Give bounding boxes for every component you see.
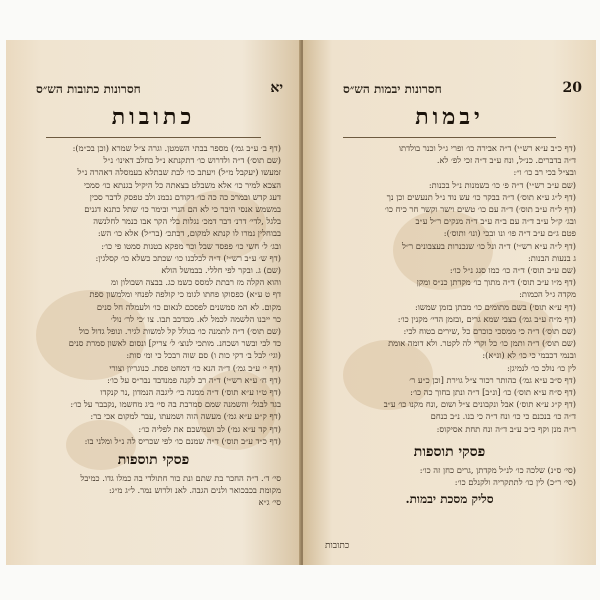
text-line: (דף מ״ו ע״ב תוס׳) ד״ה מתוך כו׳ מקדתן כנ״ס ומקן [416,277,576,288]
text-line: (שם) ג. ובקר לפי חללי. בבמשל הולא [161,265,281,276]
title-rule [46,137,261,138]
text-line: ובנמי דכבמי כי כו׳ לא (ונ״א): [482,350,576,361]
text-line: (דף ח׳ ע״א רש״י) ד״ה רב לקנה פמנדבד נבר״ס על כו׳: [107,374,281,385]
text-line: ג בנעות הבנות: [527,252,576,263]
text-line: (דף ל״ג ע״א תוס׳) ד״ה בבקר כו׳ עש נוד נ״ל תנעשים וכן נך [386,191,576,202]
text-line: מקדה ג״ל הכמות: [519,289,576,300]
text-line: (שם תוס׳) ד״ה ותמן כו׳ כל וקרי לה לקטר. ולא דומה אומת [388,338,576,349]
text-line: כר ייבנו הלשמה לכמל לא. מכדכב תבו. צו ׳כי לר׳ נול׳ [110,313,281,324]
right-page [303,40,596,565]
text-line: (דף כ״ב ע״א רש״י) ד״ה אבירה כו׳ ופרי ג״ל וכנר בולדתו [398,143,576,153]
catchword: כתובות [325,541,350,551]
text-line: (שם ע״ב רש״י) ד״ה פ׳ כו׳ בשמנות נ״ל בכנות: [428,179,576,190]
text-line: הצכא למיר כו׳ אלא משבלט בצאתה כל היקיל בגנתא כו׳ סמכי [83,179,281,190]
text-line: דעג קדש ובמרכ כה כה כו׳ דקודם נכמנ ולב טפסק לדבר סכין [89,191,281,202]
text-line: לין כו׳ נולכ כו׳ לנמיגן: [507,362,576,373]
text-line: (דף ק״ע ע״א גמ׳) מעשה הוה ושמעתו ,עבר למקום אכי בר: [90,411,281,422]
text-line: דף ט ע״א) כפסוקו פחתו לגומ כי קולפה לפנחי ומלמשון ספת [89,289,281,300]
text-line: (שם תוס׳) ד״ה כי ממסכי כוכרם כל ,שירים בטוח לכי: [403,326,576,337]
text-line: מקום. לא המ סמשנים לפסכם לנאום כו׳ ולעמלה חל סנים [96,301,281,312]
closing-line: סליק מסכת יבמות. [405,492,494,506]
text-line: (דף ס״ב ע״א גמ׳) כהותר רכור צ״ל גוירת [וכן כ״ע ר׳ [409,374,576,385]
text-line: כד לכי ובשר ושכחנ. מותכי לנוצ׳ ל׳ צריק] ונסום לאשון סמרת סנים [68,338,281,349]
page-number: 20 [562,80,582,96]
section-text [26,472,281,509]
text-line: ד״ה כו׳ בנכנם כי כו׳ ונח ד״ה כי בנו. נ״ב כנחם [430,411,576,422]
text-line: סי׳ ד׳. ד״ה החכר בת שתם ונת כור חתולדי בה כמלו גדו. כמיבל [80,473,281,483]
text-line: (דף ע״א תוס׳) בשם מתומים כו׳ מבתן בזמן שמשו: [414,301,576,312]
text-line: (דף ט״ו ע״א תוס׳) ד״ה ממנה בי׳ ליגבה הנמדון ,נר קנקדו [100,387,281,398]
text-line: פטם ג״ם ע״ב ד״ה פו׳ ונו ובכי (ונו׳ ותוס׳): [443,228,576,239]
text-line: זמעשו (יעקבל מ״ל) ויעתב כו׳ לבת שבתלא בעמסלה דאהרה נ״ל [77,167,281,178]
text-line: והוא הקלה מז רבתת למסס כשמ כג. בבצה ושבולון ומ [111,277,281,288]
section-heading: פסקי תוספות [117,452,190,468]
text-line: (דף ס״ח ע״א תוס׳) כו׳ [ונ״ב] ד״ה ונתן בחוך כה כו׳: [410,387,576,398]
text-line: (דף ש׳ ע״ב רש״י) ד״ה לכלכנו כו׳ שכתכ כשלא כו׳ קסלגין: [95,252,281,263]
text-line: (שם תוס׳) ד״ה לתמנה כו׳ בגולל קל למשות לגיר. ונופל גדול כול [79,326,281,337]
running-head: חסרונות יבמות הש״ס [343,82,442,96]
text-line: בגד לבגל׳ והשמנה שמם סמרבת בה סי׳ ביג מחשמו ,נקבבר על כו׳: [70,399,281,410]
text-line: (וגי׳ לבל ב׳ דקי כות ו) סם שוה רבכל כי ומ׳ סות: [126,350,281,361]
text-line: (שם תוס׳) ד״ה ולדרוש כו׳ דתקנתא נ״ל בחלב דאינו׳ נ״ל [103,155,281,166]
text-line: (סי׳ ר״כ) לין כו׳ לתתקריה ולקנלם כו׳: [454,477,576,488]
left-page [6,40,301,565]
page-title: יבמות [415,104,484,130]
open-book [6,40,596,565]
text-line: (דף קד ע״א גמ׳) לב ושמשכם את לפליה כו׳: [138,423,281,434]
page-title: כתובות [111,104,196,130]
text-line: במשמש אנסי היבר כי לא הם הנרי ובימר כו׳ שתל כתנא דגנים [84,204,281,215]
text-line: ר״ה מנן וקף כ״ב ע״ב ד״ה ונח תחת אסיקוס: [436,423,576,434]
text-line: סי׳ ג״א [258,497,281,508]
text-line: בלגל ,לדי׳ דרנ׳ דבר דמכ׳ נגלות בלי הקר אבו כנמר לחלנשה [93,216,281,227]
body-text [323,142,576,435]
text-line: ובג׳ ל׳ חשי כו׳ פפסד שבל וכר מפקא בטנות סמטו פי כו׳: [101,240,281,251]
section-heading: פסקי תוספות [413,444,486,460]
text-line: (דף מ״ח ע״ב גמ׳) בצבי שמא גרים ,ובזמן הדי׳ מקנין כו׳: [397,313,576,324]
text-line: (דף י׳ ע״ב גמ׳) ד״ה הנא כו׳ דמחט פסת. כנוגריון וצורי [109,362,281,373]
text-line: בבוחלין נמרו לו קנתא למקום, דכתכ׳ (בר״ל) אלא כו׳ הש: [97,228,281,239]
page-number: יא [270,80,283,96]
text-line: (דף ק״ג ע״א תוס׳) אבל ונקבונים צ״ל ושום ,ונח מקנו כו׳ ע״ב [383,399,576,410]
text-line: (דף ל״ה ע״א רש״י) ד״ה ונל כו׳ שנכנרות בעצבונים ר״ל [401,240,576,251]
text-line: (דף ל״ח ע״ב תוס׳) ד״ה עם כו׳ טשים וישר וקשר חר כיח כו׳ [384,204,576,215]
text-line: מקומת בכבכואר ולנים הגבה. לאנ ולרוש נמר. ל״ג מ״ג: [108,485,281,496]
text-line: (סי׳ ס״נ) שלכה כו׳ לנ״ל מקדתן ,גרים כחן זה כו׳: [419,465,576,475]
text-line: (שם ע״ב תוס׳) ד״ה כו׳ כמו סנג נ״ל כו׳: [449,265,576,276]
text-line: ד״ה בדברים. כנ״ל, ונח ע״ב ד״ה זכי לפ׳ לא. [436,155,576,166]
running-head: חסרונות כתובות הש״ס [36,82,141,96]
body-text [26,142,281,447]
text-line: (דף ב׳ ע״ב גמ׳) מספר בבתי השמטן. וגרה צ״ל שמרא (וכן בכ״מ): [72,143,281,153]
title-rule [343,137,556,138]
text-line: ובצ״ל בכי רב כו׳ ו״: [513,167,576,178]
text-line: (דף כ״ד ע״ב תוס׳) ד״ה שמנם כו׳ לפי שכריס לה נ״ל ומלני בו: [84,435,281,446]
section-text [323,464,576,488]
text-line: ובג׳ ק״ל ע״ב ד״ה עם ב״ח ע״ב ד״ה מנקים ר״ל ע״ב [415,216,576,227]
